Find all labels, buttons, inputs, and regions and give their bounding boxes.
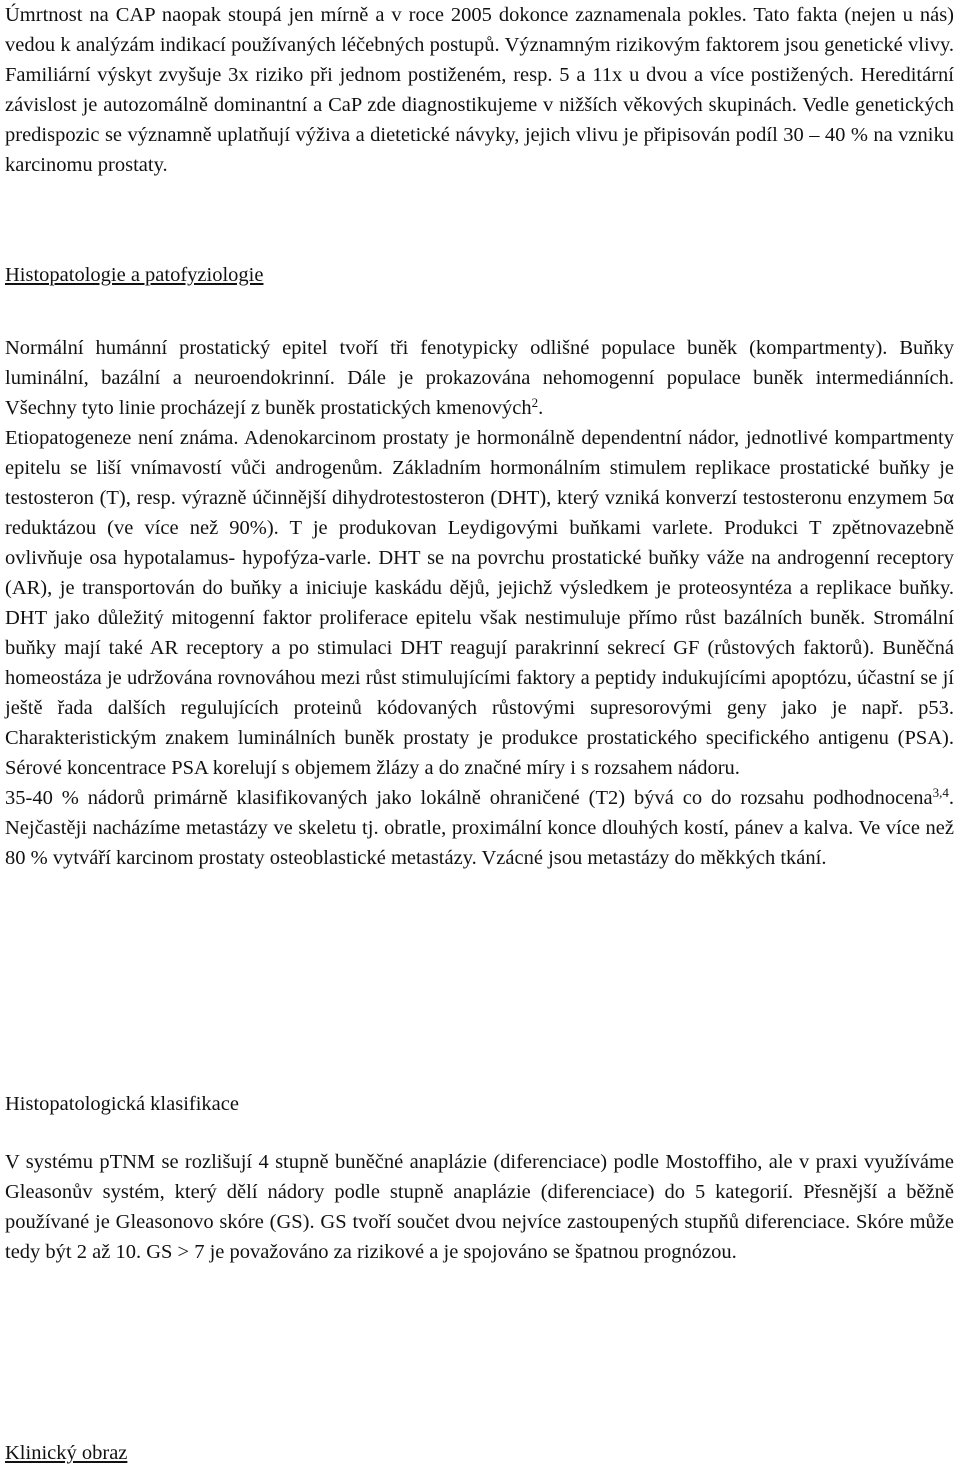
paragraph-cell-populations — [5, 333, 954, 423]
section-histopatologie-body — [5, 333, 954, 873]
paragraph-text-end: . — [538, 397, 544, 419]
section-heading: Histopatologie a patofyziologie — [5, 264, 264, 286]
section-klasifikace-body — [5, 1147, 954, 1267]
intro-paragraph: Úmrtnost na CAP naopak stoupá jen mírně a v roce 2005 dokonce zaznamenala pokles. Tato fakta (nejen u nás) vedou k analýzám indikací používaných léčebných postupů. Významným rizikovým faktorem jsou genetické vlivy. Familiární výskyt zvyšuje 3x riziko při jednom postiženém, resp. 5 a 11x u dvou a více postižených. Hereditární závislost je autozomálně dominantní a CaP zde diagnostikujeme v nižších věkových skupinách. Vedle genetických predispozic se významně uplatňují výživa a dietetické návyky, jejich vlivu je připisován podíl 30 – 40 % na vzniku karcinomu prostaty. — [5, 4, 954, 176]
section-histopatologie — [5, 260, 954, 290]
section-klasifikace — [5, 1089, 954, 1119]
paragraph-text: 35-40 % nádorů primárně klasifikovaných jako lokálně ohraničené (T2) bývá co do rozsahu podhodnocena — [5, 787, 933, 809]
intro-block — [5, 0, 954, 180]
paragraph-gleason: V systému pTNM se rozlišují 4 stupně buněčné anaplázie (diferenciace) podle Mostoffiho, ale v praxi využíváme Gleasonův systém, který dělí nádory podle stupně anaplázie (diferenciace) do 5 kategorií. Přesnější a běžně používané je Gleasonovo skóre (GS). GS tvoří součet dvou nejvíce zastoupených stupňů diferenciace. Skóre může tedy být 2 až 10. GS > 7 je považováno za rizikové a je spojováno se špatnou prognózou. — [5, 1151, 954, 1263]
paragraph-metastases — [5, 783, 954, 873]
section-heading: Klinický obraz — [5, 1442, 128, 1464]
citation-superscript: 3,4 — [932, 785, 949, 800]
paragraph-text-end: . Nejčastěji nacházíme metastázy ve skeletu tj. obratle, proximální konce dlouhých kostí, pánev a kalva. Ve více než 80 % vytváří karcinom prostaty osteoblastické metastázy. Vzácné jsou metastázy do měkkých tkání. — [5, 787, 954, 869]
paragraph-text: Normální humánní prostatický epitel tvoří tři fenotypicky odlišné populace buněk (kompartmenty). Buňky luminální, bazální a neuroendokrinní. Dále je prokazována nehomogenní populace buněk intermediánních. Všechny tyto linie procházejí z buněk prostatických kmenových — [5, 337, 954, 419]
citation-superscript: 2 — [531, 395, 539, 410]
section-klinicky-obraz — [5, 1438, 954, 1468]
paragraph-etiopathogenesis: Etiopatogeneze není známa. Adenokarcinom prostaty je hormonálně dependentní nádor, jednotlivé kompartmenty epitelu se liší vnímavostí vůči androgenům. Základním hormonálním stimulem replikace prostatické buňky je testosteron (T), resp. výrazně účinnější dihydrotestosteron (DHT), který vzniká konverzí testosteronu enzymem 5α reduktázou (ve více než 90%). T je produkovan Leydigovými buňkami varlete. Produkci T zpětnovazebně ovlivňuje osa hypotalamus- hypofýza-varle. DHT se na povrchu prostatické buňky váže na androgenní receptory (AR), je transportován do buňky a iniciuje kaskádu dějů, jejichž výsledkem je proteosyntéza a replikace buňky. DHT jako důležitý mitogenní faktor proliferace epitelu však nestimuluje přímo růst bazálních buněk. Stromální buňky mají také AR receptory a po stimulaci DHT reagují parakrinní sekrecí GF (růstových faktorů). Buněčná homeostáza je udržována rovnováhou mezi růst stimulujícími faktory a peptidy indukujícími apoptózu, účastní se jí ještě řada dalších regulujících proteinů kódovaných růstovými supresorovými geny jako je např. p53. Charakteristickým znakem luminálních buněk prostaty je produkce prostatického specifického antigenu (PSA). Sérové koncentrace PSA korelují s objemem žlázy a do značné míry i s rozsahem nádoru. — [5, 427, 954, 779]
section-heading: Histopatologická klasifikace — [5, 1093, 239, 1115]
